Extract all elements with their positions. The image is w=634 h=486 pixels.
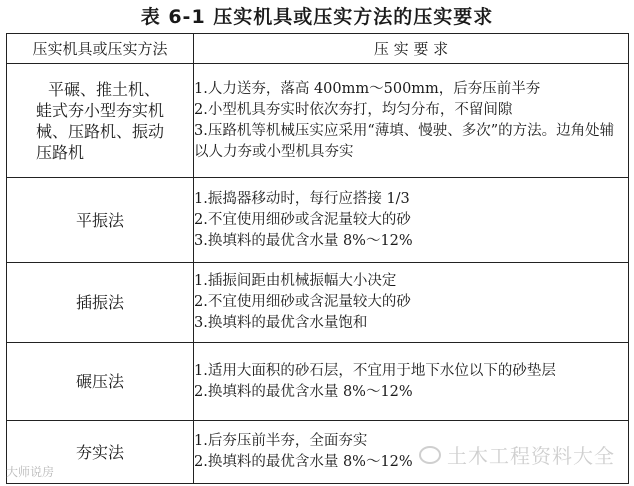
requirement-item: 3.换填料的最优含水量 8%～12%	[194, 232, 413, 249]
requirement-item: 2.换填料的最优含水量 8%～12%	[194, 383, 413, 400]
table-row	[7, 64, 629, 178]
requirement-item: 1.插振间距由机械振幅大小决定	[194, 273, 397, 289]
requirement-item: 1.人力送夯，落高 400mm～500mm，后夯压前半夯	[194, 80, 541, 97]
watermark-right	[419, 440, 615, 469]
table-title: 表 6-1 压实机具或压实方法的压实要求	[140, 6, 494, 28]
method-cell: 夯实法	[7, 421, 194, 484]
requirement-item: 1.振捣器移动时，每行应搭接 1/3	[194, 190, 410, 207]
method-cell: 碾压法	[7, 343, 194, 421]
requirements-cell	[194, 64, 629, 178]
method-line: 械、压路机、振动	[35, 121, 164, 141]
method-line: 平碾、推土机、	[47, 79, 160, 99]
table-row	[7, 343, 629, 421]
compaction-requirements-table	[6, 33, 629, 484]
header-method: 压实机具或压实方法	[7, 34, 194, 64]
requirement-item: 3.压路机等机械压实应采用“薄填、慢驶、多次”的方法。边角处辅以人力夯或小型机具夯实	[194, 122, 615, 160]
requirement-item: 2.小型机具夯实时依次夯打，均匀分布，不留间隙	[194, 101, 513, 118]
requirement-item: 1.后夯压前半夯，全面夯实	[194, 433, 368, 449]
method-line: 压路机	[35, 142, 84, 162]
watermark-left: 大师说房	[6, 465, 55, 479]
requirements-cell	[194, 343, 629, 421]
requirement-item: 3.换填料的最优含水量饱和	[194, 315, 368, 331]
wechat-logo-icon	[419, 446, 441, 464]
method-line: 蛙式夯小型夯实机	[35, 100, 164, 120]
table-row	[7, 178, 629, 263]
requirement-item: 1.适用大面积的砂石层，不宜用于地下水位以下的砂垫层	[194, 362, 556, 379]
method-cell	[7, 64, 194, 178]
requirement-item: 2.不宜使用细砂或含泥量较大的砂	[194, 211, 411, 228]
method-cell: 插振法	[7, 263, 194, 343]
method-cell: 平振法	[7, 178, 194, 263]
watermark-right-text: 土木工程资料大全	[447, 444, 615, 468]
requirements-cell	[194, 178, 629, 263]
table-header-row	[7, 34, 629, 64]
requirements-cell	[194, 263, 629, 343]
table-row	[7, 263, 629, 343]
header-requirements: 压 实 要 求	[194, 34, 629, 64]
requirement-item: 2.换填料的最优含水量 8%～12%	[194, 454, 413, 470]
requirement-item: 2.不宜使用细砂或含泥量较大的砂	[194, 294, 411, 310]
